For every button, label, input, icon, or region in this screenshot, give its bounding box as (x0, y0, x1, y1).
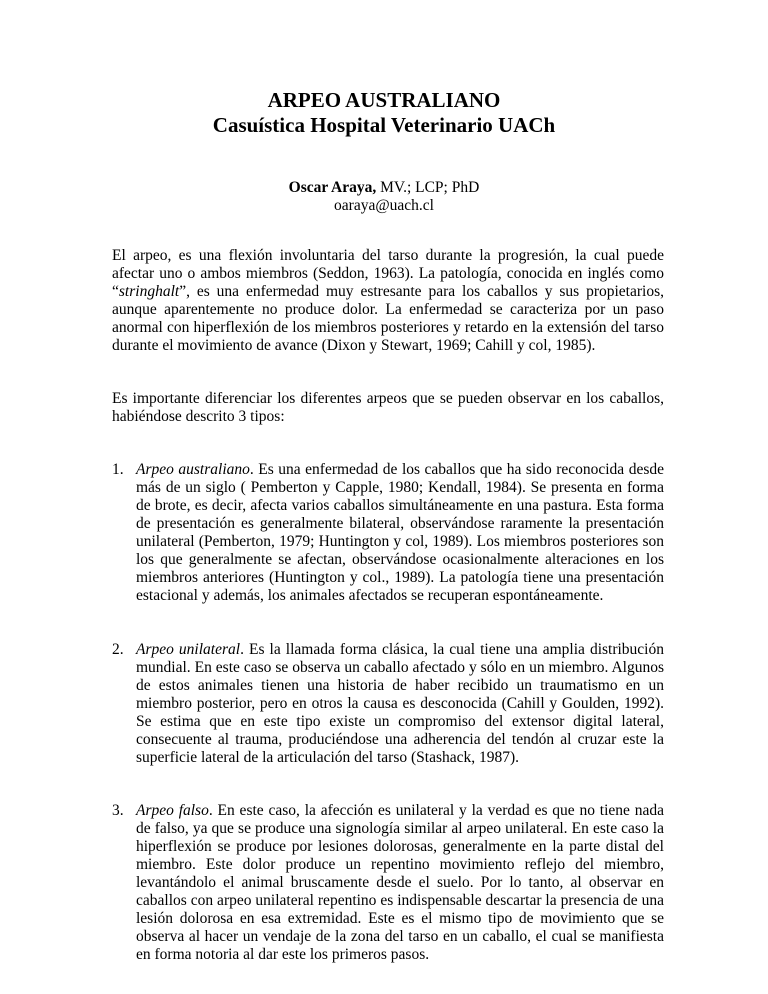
list-item-text: . En este caso, la afección es unilateral y la verdad es que no tiene nada de falso, ya que se produce una signología similar al arpeo unilateral. En este caso la hiperflexión se produce por lesiones dolorosas, generalmente en la parte distal del miembro. Este dolor produce un repentino movimiento reflejo del miembro, levantándolo el animal bruscamente desde el suelo. Por lo tanto, al observar en caballos con arpeo unilateral repentino es indispensable descartar la presencia de una lesión dolorosa en esa extremidad. Este es el mismo tipo de movimiento que se observa al hacer un vendaje de la zona del tarso en un caballo, el cual se manifiesta en forma notoria al dar este los primeros pasos. (136, 802, 664, 963)
intro-text-start: El arpeo, es una flexión involuntaria del tarso durante la progresión, la cual puede afectar uno o ambos miembros (Seddon, 1963). La patología, conocida en inglés como “ (112, 247, 664, 300)
stringhalt-term: stringhalt (118, 283, 180, 300)
list-item-number: 1. (112, 461, 124, 478)
title-block (0, 88, 768, 138)
author-line (0, 179, 768, 197)
list-item-term: Arpeo unilateral (136, 641, 241, 658)
list-item-text: . Es una enfermedad de los caballos que ha sido reconocida desde más de un siglo ( Pemberton y Capple, 1980; Kendall, 1984). Se presenta en forma de brote, es decir, afecta varios caballos simultáneamente en una pastura. Esta forma de presentación es generalmente bilateral, observándose raramente la presentación unilateral (Pemberton, 1979; Huntington y col, 1989). Los miembros posteriores son los que generalmente se afectan, observándose ocasionalmente alteraciones en los miembros anteriores (Huntington y col., 1989). La patología tiene una presentación estacional y además, los animales afectados se recuperan espontáneamente. (136, 461, 664, 604)
list-item-number: 2. (112, 641, 124, 658)
list-item-term: Arpeo falso (136, 802, 209, 819)
list-item-body (136, 461, 664, 605)
author-credentials: MV.; LCP; PhD (376, 179, 480, 196)
intro-text-end: ”, es una enfermedad muy estresante para los caballos y sus propietarios, aunque aparentemente no produce dolor. La enfermedad se caracteriza por un paso anormal con hiperflexión de los miembros posteriores y retardo en la extensión del tarso durante el movimiento de avance (Dixon y Stewart, 1969; Cahill y col, 1985). (112, 283, 664, 354)
document-title: ARPEO AUSTRALIANO (267, 88, 501, 112)
intro-paragraph (112, 247, 664, 355)
list-item-body (136, 641, 664, 767)
author-block (0, 179, 768, 215)
list-item-text: . Es la llamada forma clásica, la cual tiene una amplia distribución mundial. En este caso se observa un caballo afectado y sólo en un miembro. Algunos de estos animales tienen una historia de haber recibido un traumatismo en un miembro posterior, pero en otros la causa es desconocida (Cahill y Goulden, 1992). Se estima que en este tipo existe un compromiso del extensor digital lateral, consecuente al trauma, produciéndose una adherencia del tendón al cruzar este la superficie lateral de la articulación del tarso (Stashack, 1987). (136, 641, 664, 766)
author-name: Oscar Araya, (288, 179, 377, 196)
author-email: oaraya@uach.cl (334, 197, 434, 214)
document-subtitle: Casuística Hospital Veterinario UACh (212, 113, 556, 137)
list-item-body (136, 802, 664, 964)
types-intro-paragraph: Es importante diferenciar los diferentes arpeos que se pueden observar en los caballos, habiéndose descrito 3 tipos: (112, 390, 664, 425)
list-item-term: Arpeo australiano (136, 461, 250, 478)
list-item-number: 3. (112, 802, 124, 819)
